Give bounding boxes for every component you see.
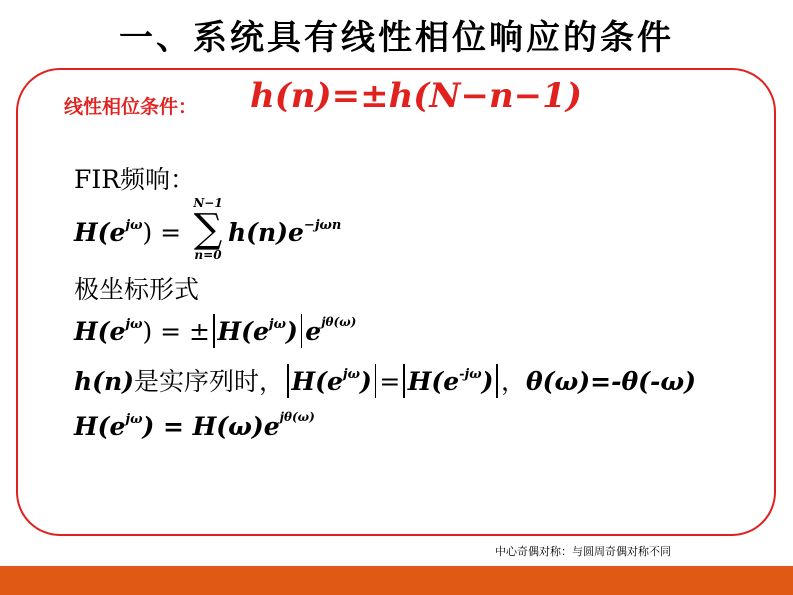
- eq2-exp: e: [305, 317, 322, 346]
- condition-label: 线性相位条件：: [64, 96, 198, 118]
- eq1-lhs-sup: jω: [125, 218, 143, 233]
- page-title: 一、系统具有线性相位响应的条件: [119, 18, 674, 58]
- eq2-mag: H(e: [217, 317, 269, 346]
- eq3-mag2-sup: -jω: [459, 367, 482, 382]
- eq2-mag-sup: jω: [268, 317, 286, 332]
- polar-heading: 极坐标形式: [74, 275, 200, 304]
- eq3-theta: θ(ω)=-θ(-ω): [525, 367, 696, 396]
- eq2-exp-sup: jθ(ω): [321, 315, 357, 329]
- summation: [190, 196, 226, 262]
- eq3-mag2: H(e: [407, 367, 460, 396]
- abs-bar-3: [403, 364, 405, 398]
- condition-formula: h(n)=±h(N−n−1): [250, 76, 582, 116]
- equation-fir-response-rhs: [228, 218, 341, 247]
- abs-bar-left: [213, 314, 215, 348]
- eq1-rhs-sup: −jωn: [303, 218, 342, 233]
- equation-real-sequence: [74, 362, 696, 398]
- eq3-mag1: H(e: [291, 367, 343, 396]
- eq3-hn: h(n): [74, 367, 135, 396]
- eq2-mag-close: ): [285, 317, 298, 346]
- footnote: 中心奇偶对称：与圆周奇偶对称不同: [495, 545, 671, 558]
- eq3-mag1-close: ): [359, 367, 372, 396]
- eq3-mag2-close: ): [481, 367, 494, 396]
- eq4-lhs-sup: jω: [125, 412, 143, 427]
- eq3-eq: =: [379, 367, 401, 396]
- abs-bar-4: [496, 364, 498, 398]
- eq2-lhs-close: ) = ±: [142, 317, 210, 346]
- sum-sigma: ∑: [193, 206, 223, 252]
- eq3-mag1-sup: jω: [342, 367, 360, 382]
- eq3-comma: ，: [500, 367, 526, 396]
- eq2-lhs-sup: jω: [125, 317, 143, 332]
- sum-upper-limit: N−1: [193, 196, 223, 210]
- abs-bar-2: [375, 364, 377, 398]
- eq1-lhs-close: ) =: [142, 218, 182, 247]
- abs-bar-1: [287, 364, 289, 398]
- eq4-rhs-sup: jθ(ω): [279, 410, 315, 424]
- footer-band: [0, 566, 793, 595]
- eq1-lhs: H(e: [74, 218, 126, 247]
- eq2-lhs: H(e: [74, 317, 126, 346]
- equation-amplitude-phase: [74, 410, 315, 441]
- abs-bar-right: [301, 314, 303, 348]
- sum-lower-limit: n=0: [194, 248, 222, 262]
- equation-fir-response-lhs: [74, 218, 181, 247]
- equation-polar: [74, 314, 356, 348]
- fir-heading: FIR频响：: [74, 165, 196, 194]
- eq4-rhs: ) = H(ω)e: [142, 412, 280, 441]
- eq3-text: 是实序列时，: [134, 367, 285, 396]
- eq1-rhs: h(n)e: [228, 218, 304, 247]
- eq4-lhs: H(e: [74, 412, 126, 441]
